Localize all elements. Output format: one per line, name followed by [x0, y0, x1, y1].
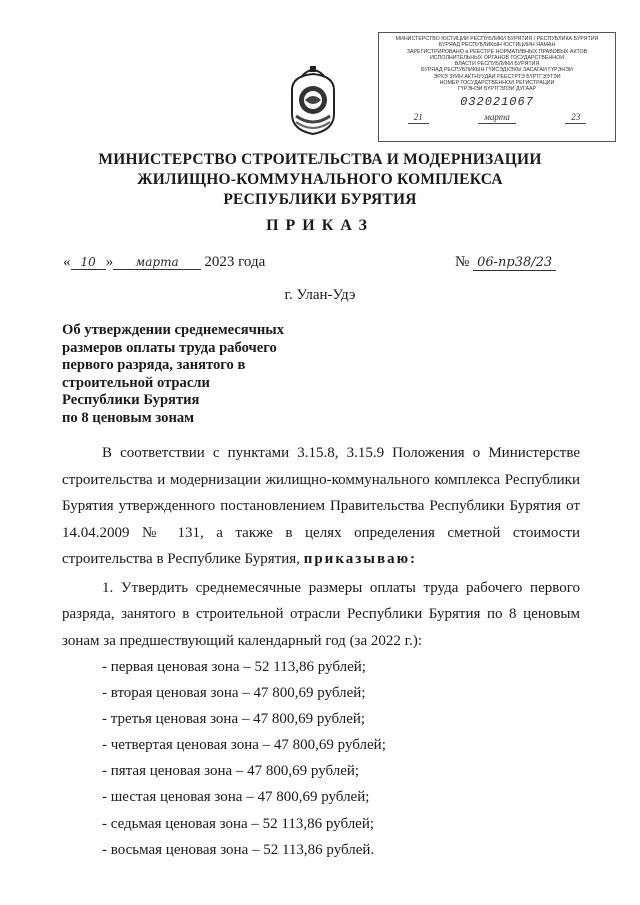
price-zone-item: - первая ценовая зона – 52 113,86 рублей;	[102, 659, 366, 675]
price-zone-item: - восьмая ценовая зона – 52 113,86 рублей.	[102, 841, 375, 858]
subject-line: Республики Бурятия	[62, 392, 200, 409]
stamp-line: ГҮРЭНЭЙ БҮРТГЭЛЭЙ ДУГААР	[457, 86, 537, 93]
subject-line: размеров оплаты труда рабочего	[62, 339, 277, 356]
price-zone-item: - шестая ценовая зона – 47 800,69 рублей;	[102, 789, 370, 806]
order-day: 10	[71, 255, 106, 270]
stamp-line: ИСПОЛНИТЕЛЬНЫХ ОРГАНОВ ГОСУДАРСТВЕННОЙ	[429, 54, 565, 61]
order-number	[455, 254, 556, 271]
order-subject	[62, 322, 322, 428]
order-word: приказываю	[303, 551, 411, 567]
ministry-line: ЖИЛИЩНО-КОММУНАЛЬНОГО КОМПЛЕКСА	[137, 171, 503, 188]
price-zone-item: - пятая ценовая зона – 47 800,69 рублей;	[102, 763, 360, 780]
stamp-line: МИНИСТЕРСТВО ЮСТИЦИИ РЕСПУБЛИКИ БУРЯТИЯ / РЕСПУБЛИКА БУРЯТИЯ	[395, 36, 599, 42]
order-body	[62, 440, 580, 863]
registration-month: марта	[478, 112, 516, 124]
preamble-paragraph	[62, 440, 580, 573]
stamp-line: ЭРХЭ ЗҮЙН АКТНУУДАЙ РЕЕСТРТЭ БҮРТГЭЭТЭЙ	[433, 73, 561, 80]
number-prefix: №	[455, 254, 470, 270]
stamp-line: ВЛАСТИ РЕСПУБЛИКИ БУРЯТИЯ	[454, 61, 540, 68]
registration-date	[383, 112, 611, 124]
price-zone-item: - седьмая ценовая зона – 52 113,86 рублей;	[102, 815, 375, 832]
price-zone-list	[62, 654, 580, 863]
subject-line: Об утверждении среднемесячных	[62, 322, 284, 338]
quote-close: »	[105, 254, 114, 270]
subject-line: по 8 ценовым зонам	[62, 409, 195, 426]
registration-stamp	[378, 32, 616, 142]
order-year: 2023 года	[204, 254, 266, 270]
stamp-line: БУРЯАД РЕСПУБЛИКЫН ЮСТИЦИИН ЯАМАН	[438, 42, 556, 49]
number-value: 06-пр38/23	[473, 255, 556, 271]
item-1: 1. Утвердить среднемесячные размеры оплаты труда рабочего первого разряда, занятого в строительной отрасли Республики Бурятия по 8 ценовым зонам за предшествующий календарный год (за 2022 г.):	[62, 579, 580, 649]
registration-year: 23	[565, 112, 586, 124]
stamp-line: БУРЯАД РЕСПУБЛИКЫН ГҮЙСЭДХЭХЫ ЗАСАГАЙ ГҮРЭНЭЙ	[421, 67, 573, 74]
subject-line: первого разряда, занятого в	[62, 357, 246, 374]
order-title: ПРИКАЗ	[266, 217, 374, 234]
ministry-line: МИНИСТЕРСТВО СТРОИТЕЛЬСТВА И МОДЕРНИЗАЦИИ	[98, 151, 542, 168]
ministry-name	[60, 150, 580, 210]
stamp-line: ЗАРЕГИСТРИРОВАНО в РЕЕСТРЕ НОРМАТИВНЫХ ПРАВОВЫХ АКТОВ	[406, 48, 588, 55]
order-month: марта	[113, 255, 200, 270]
city: г. Улан-Удэ	[284, 287, 356, 303]
stamp-line: НОМЕР ГОСУДАРСТВЕННОЙ РЕГИСТРАЦИИ	[439, 80, 555, 87]
registration-number: 032021067	[460, 94, 534, 109]
price-zone-item: - вторая ценовая зона – 47 800,69 рублей;	[102, 685, 366, 702]
price-zone-item: - третья ценовая зона – 47 800,69 рублей;	[102, 711, 366, 728]
preamble-text: В соответствии с пунктами 3.15.8, 3.15.9 Положения о Министерстве строительства и модернизации жилищно-коммунального комплекса Республики Бурятия утвержденного постановлением Правительства Республики Бурятия от 14.04.2009 № 131, а также в целях определения сметной стоимости строительства в Республике Бурятия,	[62, 445, 580, 567]
quote-open: «	[63, 254, 71, 270]
order-date	[63, 254, 265, 271]
registration-day: 21	[408, 112, 429, 124]
price-zone-item: - четвертая ценовая зона – 47 800,69 рублей;	[102, 737, 386, 754]
subject-line: строительной отрасли	[62, 374, 210, 391]
order-colon: :	[410, 551, 418, 567]
ministry-line: РЕСПУБЛИКИ БУРЯТИЯ	[223, 191, 417, 208]
coat-of-arms-icon	[288, 64, 338, 136]
